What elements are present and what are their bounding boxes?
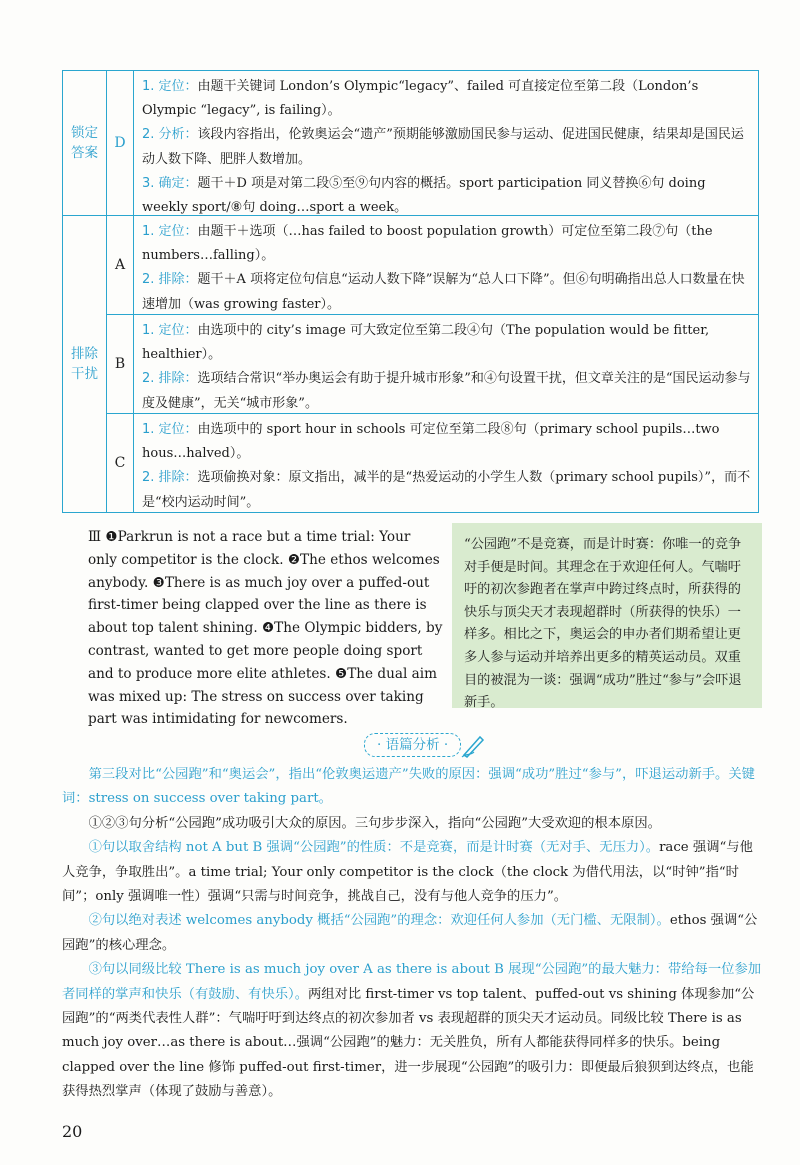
english-passage: Ⅲ ❶Parkrun is not a race but a time trial: Your only competitor is the clock. ❷The ethos welcomes anybody. ❸There is as much joy over a puffed-out first-timer being clapped over the line as there is about top talent shining. ❹The Olympic bidders, by contrast, wanted to get more people doing sport and to produce more elite athletes. ❺The dual aim was mixed up: The stress on success over taking part was intimidating for newcomers. — [88, 529, 443, 728]
section-title: · 语篇分析 · — [364, 733, 461, 757]
option-d-content — [134, 71, 758, 215]
option-d-label: D — [107, 71, 134, 215]
item-text: 由题干＋选项（…has failed to boost population growth）可定位至第二段⑦句（the numbers…falling）。 — [142, 224, 713, 264]
answer-table — [62, 70, 759, 513]
analysis-text: 两组对比 first-timer vs top talent、puffed-out vs shining 体现参加“公园跑”的“两类代表性人群”：气喘吁吁到达终点的初次参加者 vs 表现超群的顶尖天才运动员。同级比较 There is as much joy over…as there is about…强调“公园跑”的魅力：无关胜负，所有人都能获得同样多的快乐。being clapped over the line 修饰 puffed-out first-timer，进一步展现“公园跑”的吸引力：即便最后狼狈到达终点，也能获得热烈掌声（体现了鼓励与善意）。 — [62, 986, 755, 1100]
lock-item-1 — [142, 75, 752, 123]
item-key: 1. 定位： — [142, 422, 198, 437]
chinese-translation: “公园跑”不是竞赛，而是计时赛：你唯一的竞争对手便是时间。其理念在于欢迎任何人。气喘吁吁的初次参跑者在掌声中跨过终点时，所获得的快乐与顶尖天才表现超群时（所获得的快乐）一样多。相比之下，奥运会的申办者们期希望让更多人参与运动并培养出更多的精英运动员。双重目的被混为一谈：强调“成功”胜过“参与”会吓退新手。 — [452, 523, 762, 708]
option-c-content — [134, 414, 758, 512]
analysis-highlight: ③句以同级比较 There is as much joy over A as there is about B 展现“公园跑”的最大魅力：带给每一位参加者同样的掌声和快乐（有鼓励、有快乐）。 — [62, 962, 762, 1002]
lock-item-3 — [142, 172, 752, 220]
analysis-paragraph-1: 第三段对比“公园跑”和“奥运会”，指出“伦敦奥运遗产”失败的原因：强调“成功”胜过“参与”，吓退运动新手。关键词：stress on success over taking part。 — [62, 767, 755, 807]
exclude-body — [107, 216, 758, 512]
option-a-content — [134, 216, 758, 314]
item-text: 由选项中的 sport hour in schools 可定位至第二段⑧句（primary school pupils…two hous…halved）。 — [142, 422, 720, 462]
item-text: 题干＋A 项将定位句信息“运动人数下降”误解为“总人口下降”。但⑥句明确指出总人口数量在快速增加（was growing faster）。 — [142, 272, 745, 312]
item-key: 1. 定位： — [142, 79, 198, 94]
option-b-row — [107, 314, 758, 413]
lock-answer-body — [107, 71, 758, 215]
item-text: 选项结合常识“举办奥运会有助于提升城市形象”和④句设置干扰，但文章关注的是“国民运动参与度及健康”，无关“城市形象”。 — [142, 371, 751, 411]
option-a-row — [107, 216, 758, 314]
item-key: 3. 确定： — [142, 175, 198, 191]
c-item-2 — [142, 466, 752, 514]
lock-answer-label: 锁定答案 — [63, 71, 107, 215]
item-key: 2. 排除： — [142, 272, 198, 288]
a-item-1 — [142, 220, 752, 268]
analysis-highlight: ②句以绝对表述 welcomes anybody 概括“公园跑”的理念：欢迎任何人参加（无门槛、无限制）。 — [88, 913, 670, 929]
lock-answer-row — [63, 71, 758, 215]
option-a-label: A — [107, 216, 134, 314]
option-d-row — [107, 71, 758, 215]
analysis-paragraph-3 — [62, 836, 762, 909]
a-item-2 — [142, 268, 752, 316]
analysis-paragraph-2: ①②③句分析“公园跑”成功吸引大众的原因。三句步步深入，指向“公园跑”大受欢迎的根本原因。 — [88, 815, 661, 831]
analysis-paragraph-4 — [62, 909, 762, 958]
lock-item-2 — [142, 123, 752, 171]
item-key: 1. 定位： — [142, 323, 198, 338]
option-b-label: B — [107, 315, 134, 413]
item-text: 题干＋D 项是对第二段⑤至⑨句内容的概括。sport participation 同义替换⑥句 doing weekly sport/⑧句 doing…sport a week。 — [142, 175, 706, 216]
pen-icon — [460, 733, 486, 759]
option-c-row — [107, 413, 758, 512]
analysis-highlight: ①句以取舍结构 not A but B 强调“公园跑”的性质：不是竞赛，而是计时赛（无对手、无压力）。 — [88, 840, 660, 856]
analysis-section — [62, 763, 762, 1105]
option-b-content — [134, 315, 758, 413]
item-key: 1. 定位： — [142, 224, 198, 239]
page-number: 20 — [62, 1122, 83, 1141]
analysis-text: race 强调“与他人竞争，争取胜出”。a time trial; Your only competitor is the clock（the clock 为借代用法，以“时钟”指“时间”；only 强调唯一性）强调“只需与时间竞争，挑战自己，没有与他人竞争的压力”。 — [62, 840, 753, 905]
exclude-row — [63, 215, 758, 512]
item-text: 选项偷换对象：原文指出，减半的是“热爱运动的小学生人数（primary school pupils）”，而不是“校内运动时间”。 — [142, 470, 751, 510]
b-item-1 — [142, 319, 752, 367]
item-text: 由题干关键词 London’s Olympic“legacy”、failed 可直接定位至第二段（London’s Olympic “legacy”, is failing）。 — [142, 79, 699, 119]
analysis-paragraph-5 — [62, 958, 762, 1104]
analysis-text: ethos 强调“公园跑”的核心理念。 — [62, 913, 758, 953]
c-item-1 — [142, 418, 752, 466]
option-c-label: C — [107, 414, 134, 512]
b-item-2 — [142, 367, 752, 415]
exclude-label: 排除干扰 — [63, 216, 107, 512]
item-text: 由选项中的 city’s image 可大致定位至第二段④句（The population would be fitter, healthier）。 — [142, 323, 710, 363]
item-text: 该段内容指出，伦敦奥运会“遗产”预期能够激励国民参与运动、促进国民健康，结果却是国民运动人数下降、肥胖人数增加。 — [142, 127, 744, 167]
item-key: 2. 排除： — [142, 371, 198, 387]
item-key: 2. 排除： — [142, 470, 198, 486]
item-key: 2. 分析： — [142, 127, 198, 143]
